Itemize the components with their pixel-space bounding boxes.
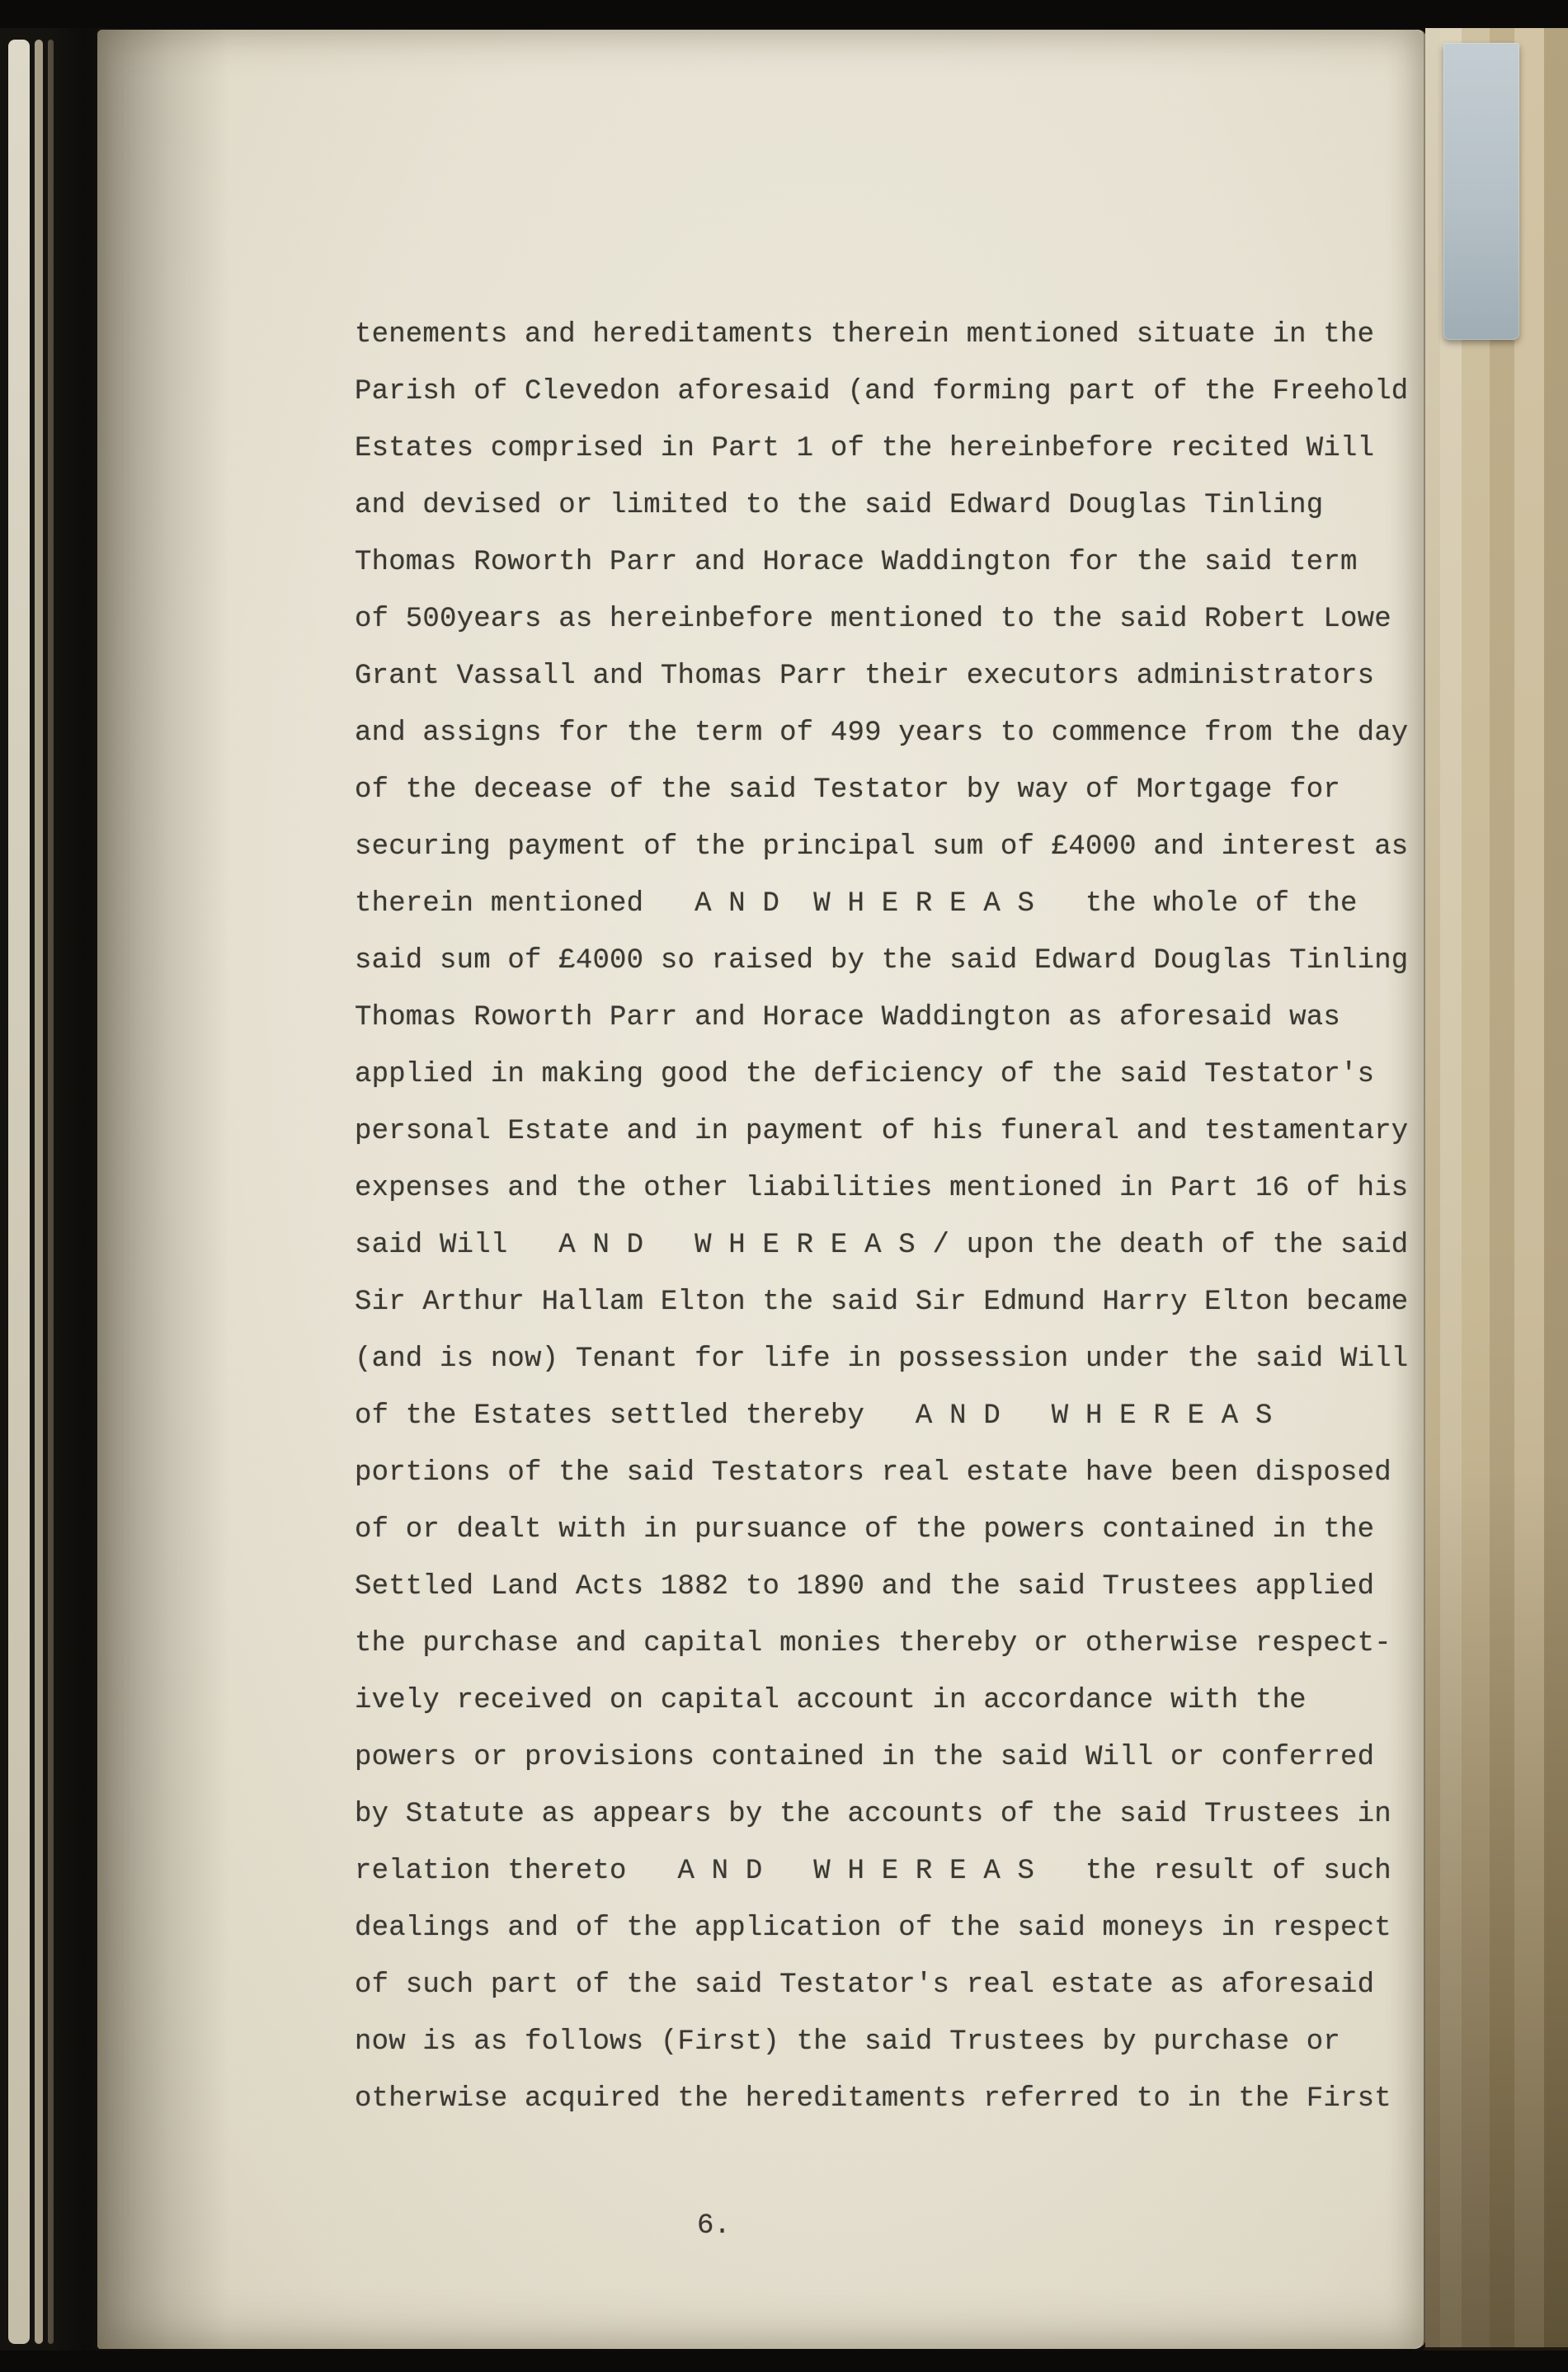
text-line: Grant Vassall and Thomas Parr their executors administrators [355, 661, 1375, 692]
text-line: Sir Arthur Hallam Elton the said Sir Edmund Harry Elton became [355, 1287, 1409, 1318]
text-line: the purchase and capital monies thereby or otherwise respect- [355, 1628, 1391, 1659]
scan-border-top [0, 0, 1568, 28]
text-line: said sum of £4000 so raised by the said Edward Douglas Tinling [355, 945, 1409, 977]
text-line: portions of the said Testators real estate have been disposed [355, 1457, 1391, 1489]
scan-border-bottom [0, 2351, 1568, 2372]
text-line: Thomas Roworth Parr and Horace Waddington for the said term [355, 547, 1358, 578]
text-line: relation thereto A N D W H E R E A S the result of such [355, 1856, 1391, 1887]
text-line: Thomas Roworth Parr and Horace Waddington as aforesaid was [355, 1002, 1340, 1033]
text-line: of or dealt with in pursuance of the powers contained in the [355, 1514, 1375, 1546]
text-line: personal Estate and in payment of his funeral and testamentary [355, 1116, 1409, 1147]
text-line: of such part of the said Testator's real estate as aforesaid [355, 1970, 1375, 2001]
text-line: otherwise acquired the hereditaments referred to in the First [355, 2083, 1391, 2115]
right-page-edges [1424, 28, 1568, 2354]
text-line: securing payment of the principal sum of £4000 and interest as [355, 831, 1409, 863]
text-line: said Will A N D W H E R E A S / upon the death of the said [355, 1230, 1409, 1261]
text-line: (and is now) Tenant for life in possession under the said Will [355, 1344, 1409, 1375]
text-line: applied in making good the deficiency of the said Testator's [355, 1059, 1375, 1090]
page-text [355, 307, 1419, 2128]
text-line: of 500years as hereinbefore mentioned to the said Robert Lowe [355, 604, 1391, 635]
stack-shading [1424, 28, 1568, 2354]
text-line: therein mentioned A N D W H E R E A S the whole of the [355, 888, 1358, 920]
text-line: dealings and of the application of the said moneys in respect [355, 1913, 1391, 1944]
text-line: Estates comprised in Part 1 of the hereinbefore recited Will [355, 433, 1375, 464]
text-line: expenses and the other liabilities mentioned in Part 16 of his [355, 1173, 1409, 1204]
page-number: 6. [697, 2210, 731, 2242]
page-edge-strip [8, 40, 30, 2344]
page-edge-strip [35, 40, 43, 2344]
text-line: Parish of Clevedon aforesaid (and forming part of the Freehold [355, 376, 1409, 407]
left-page-edges [0, 0, 107, 2372]
text-line: of the Estates settled thereby A N D W H E R E A S [355, 1400, 1273, 1432]
text-line: tenements and hereditaments therein mentioned situate in the [355, 319, 1375, 351]
text-line: and assigns for the term of 499 years to commence from the day [355, 718, 1409, 749]
text-line: and devised or limited to the said Edward Douglas Tinling [355, 490, 1324, 521]
book-page [97, 30, 1426, 2349]
text-line: Settled Land Acts 1882 to 1890 and the said Trustees applied [355, 1571, 1375, 1603]
text-line: ively received on capital account in accordance with the [355, 1685, 1307, 1716]
text-line: of the decease of the said Testator by way of Mortgage for [355, 774, 1340, 806]
text-line: powers or provisions contained in the said Will or conferred [355, 1742, 1375, 1773]
text-line: now is as follows (First) the said Trustees by purchase or [355, 2026, 1340, 2058]
text-line: by Statute as appears by the accounts of the said Trustees in [355, 1799, 1391, 1830]
